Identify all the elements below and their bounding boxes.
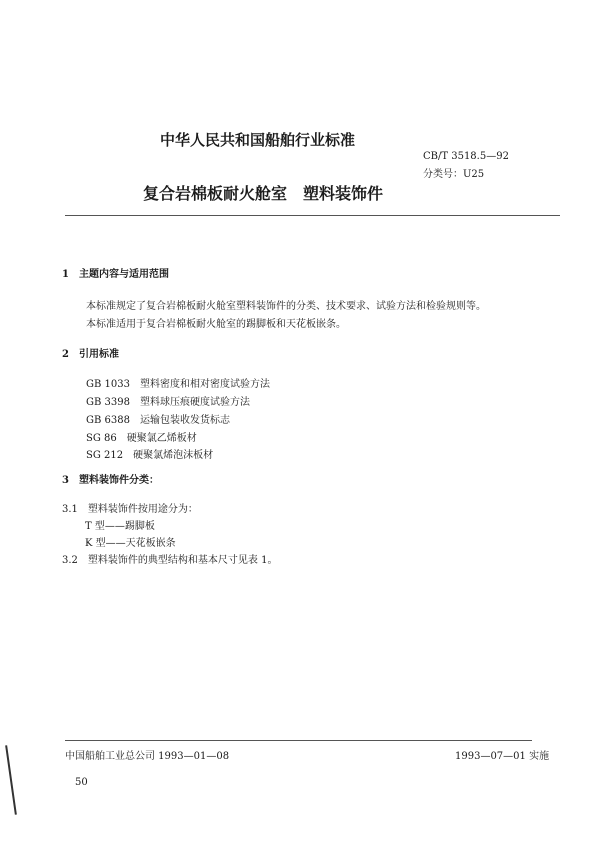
paragraph-line: 本标准规定了复合岩棉板耐火舱室塑料装饰件的分类、技术要求、试验方法和检验规则等。: [86, 301, 486, 312]
reference-item: GB 3398 塑料球压痕硬度试验方法: [86, 397, 250, 408]
standard-code: CB/T 3518.5—92: [423, 151, 509, 162]
section-3-heading: 3 塑料装饰件分类：: [62, 475, 159, 486]
clause-3-2: 3.2 塑料装饰件的典型结构和基本尺寸见表 1。: [62, 555, 278, 566]
effective-date: 1993—07—01 实施: [455, 751, 550, 762]
issuer-date: 中国船舶工业总公司 1993—01—08: [65, 751, 230, 762]
issuing-standard-title: 中华人民共和国船舶行业标准: [160, 131, 356, 149]
header-rule: [65, 215, 560, 216]
reference-item: GB 1033 塑料密度和相对密度试验方法: [86, 379, 270, 390]
section-2-heading: 2 引用标准: [62, 349, 119, 360]
document-title: 复合岩棉板耐火舱室 塑料装饰件: [143, 184, 384, 203]
reference-item: SG 212 硬聚氯烯泡沫板材: [86, 450, 214, 461]
reference-item: SG 86 硬聚氯乙烯板材: [86, 433, 197, 444]
paragraph-line: 本标准适用于复合岩棉板耐火舱室的踢脚板和天花板嵌条。: [86, 319, 346, 330]
clause-3-1: 3.1 塑料装饰件按用途分为：: [62, 504, 198, 515]
type-item: K 型——天花板嵌条: [85, 538, 176, 549]
scan-artifact: [5, 745, 17, 815]
reference-item: GB 6388 运输包装收发货标志: [86, 415, 230, 426]
footer-rule: [65, 740, 532, 741]
classification-code: 分类号：U25: [423, 169, 485, 180]
type-item: T 型——踢脚板: [85, 521, 155, 532]
section-1-heading: 1 主题内容与适用范围: [62, 269, 169, 280]
page-number: 50: [75, 777, 88, 788]
